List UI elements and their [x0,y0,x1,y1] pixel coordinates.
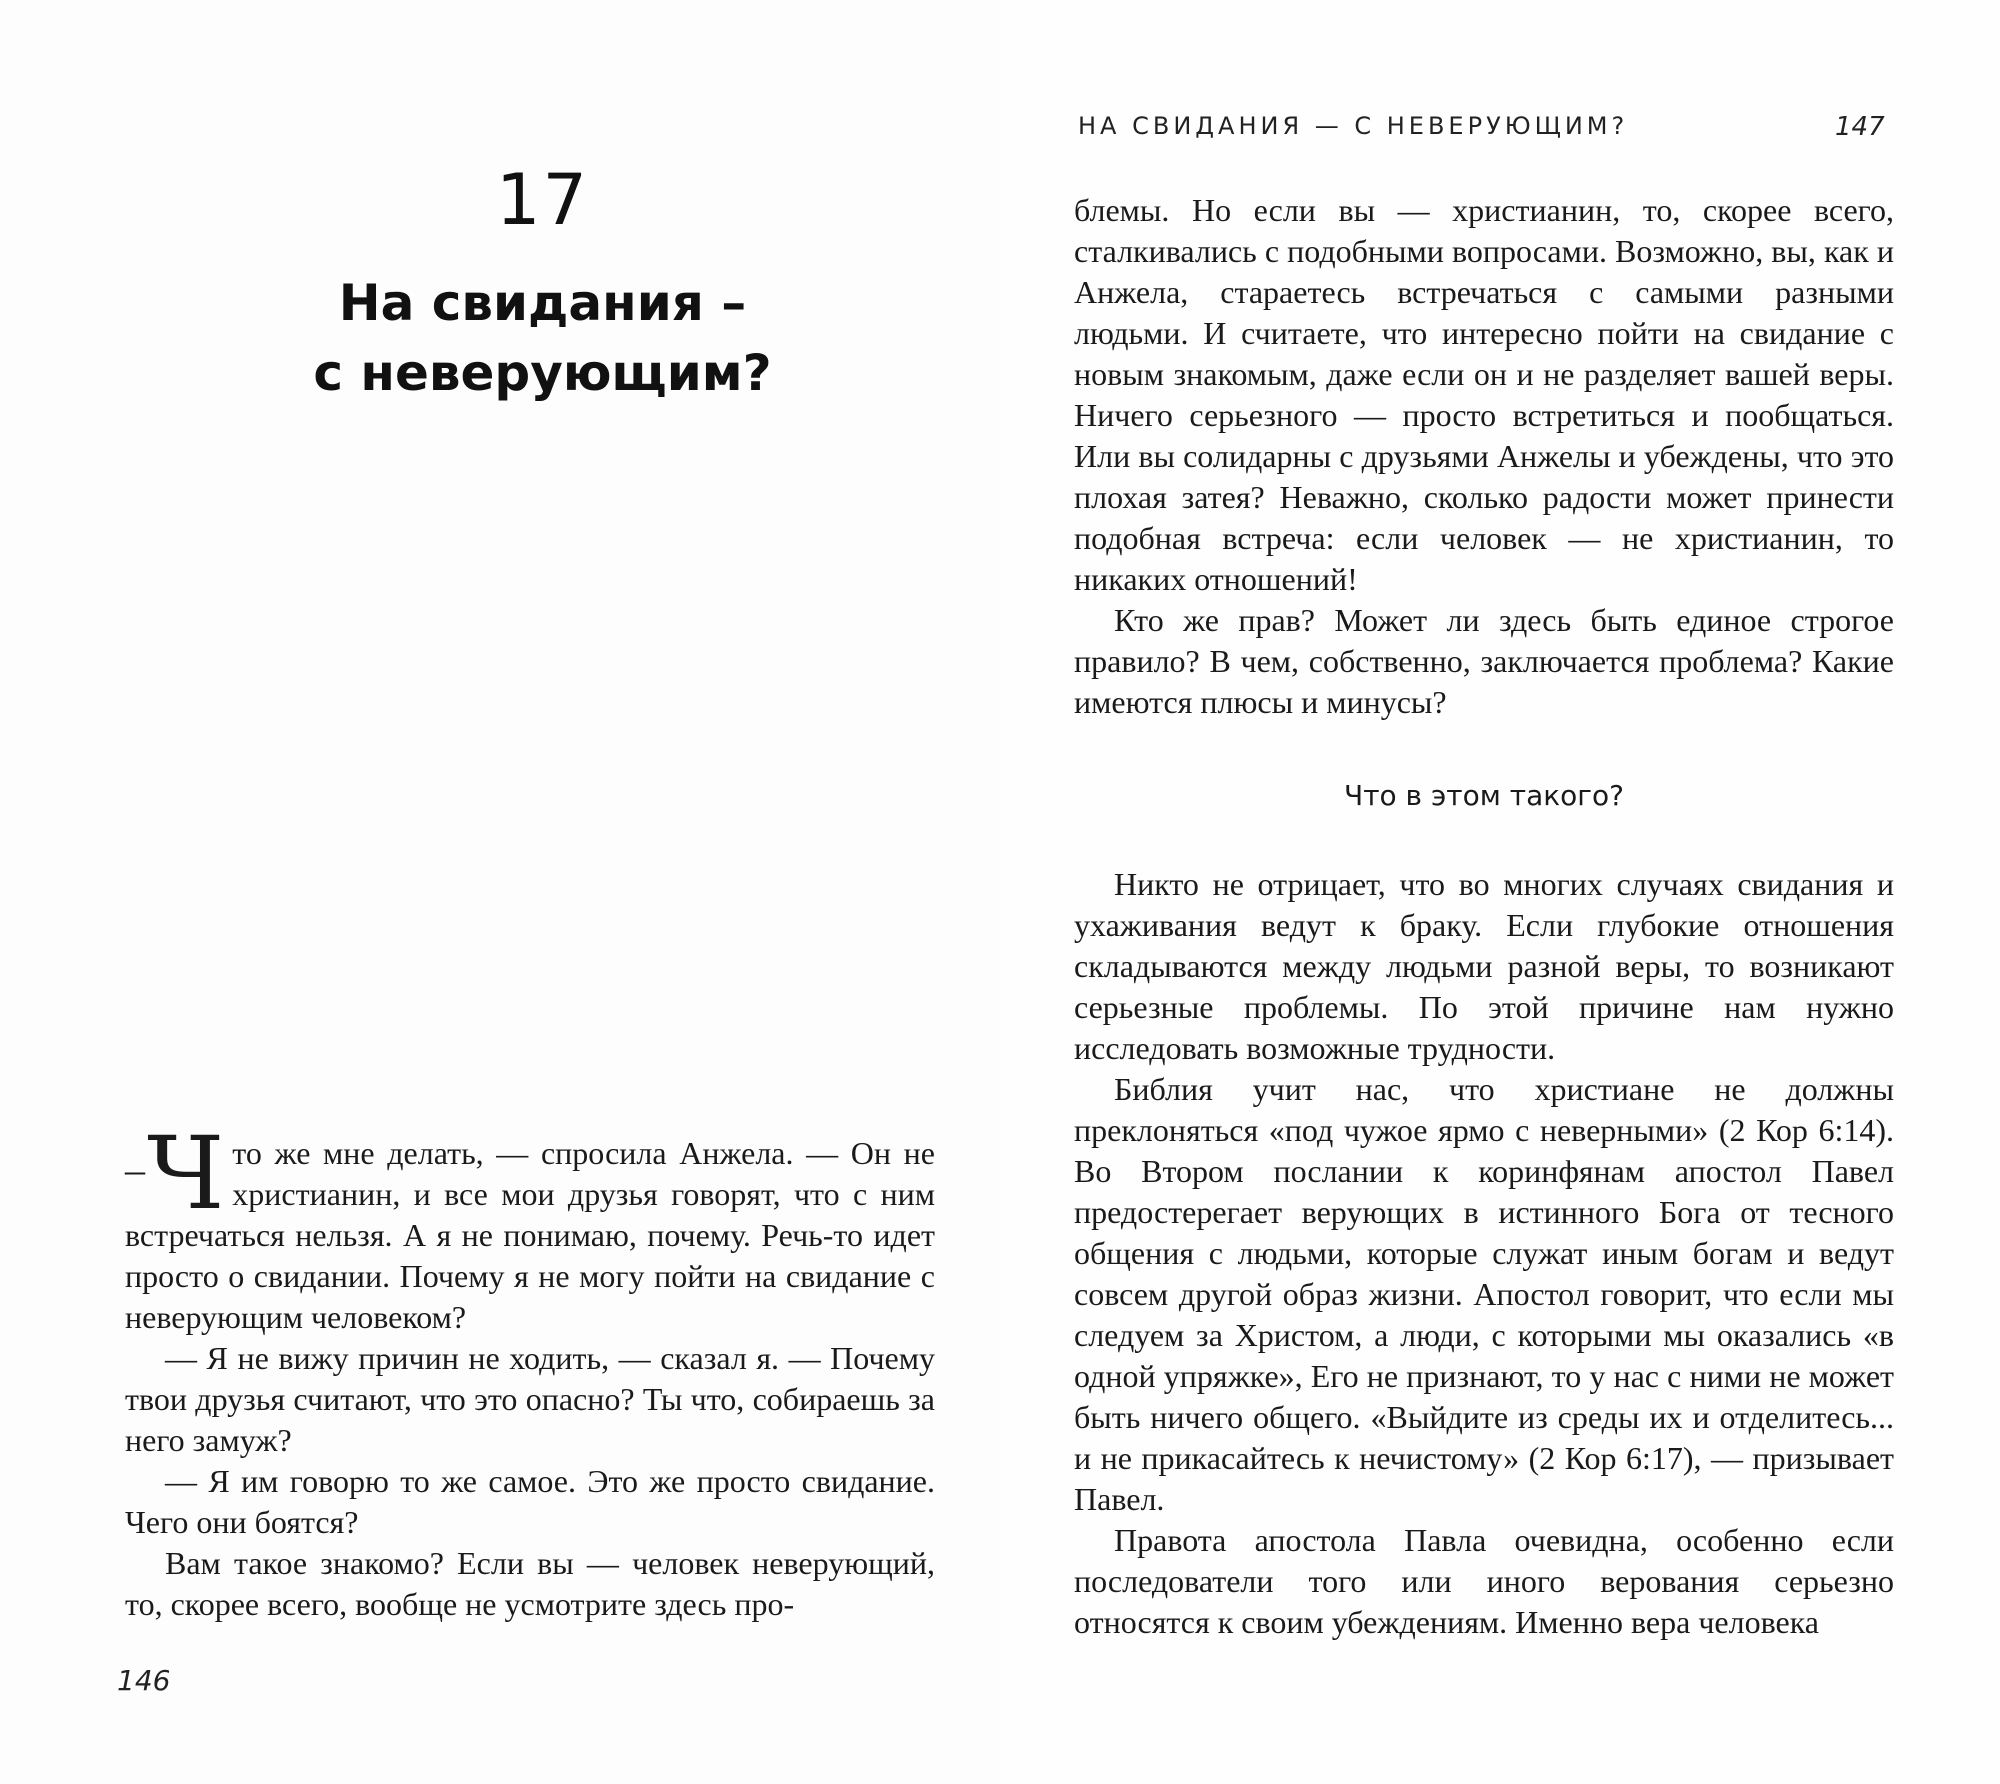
page-number-left: 146 [117,1664,171,1697]
paragraph: Вам такое знакомо? Если вы — человек неверующий, то, скорее всего, вообще не усмотрите здесь про- [125,1545,935,1622]
paragraph: Библия учит нас, что христиане не должны преклоняться «под чужое ярмо с неверными» (2 Кор 6:14). Во Втором послании к коринфянам апостол Павел предостерегает верующих в истинного Бога от тесного общения с людьми, которые служат иным богам и ведут совсем другой образ жизни. Апостол говорит, что если мы следуем за Христом, а люди, с которыми мы оказались «в одной упряжке», Его не признают, то у нас с ними не может быть ничего общего. «Выйдите из среды их и отделитесь... и не прикасайтесь к нечистому» (2 Кор 6:17), — призывает Павел. [1074,1071,1894,1517]
chapter-title-line-1: На свидания – [338,274,747,332]
dropcap-letter: Ч [147,1115,225,1232]
paragraph-text: то же мне делать, — спросила Анжела. — Он не христианин, и все мои друзья говорят, что с ним встречаться нельзя. А я не понимаю, почему. Речь-то идет просто о свидании. Почему я не могу пойти на свидание с неверующим человеком? [125,1135,935,1335]
paragraph: Кто же прав? Может ли здесь быть единое строгое правило? В чем, собственно, заключается проблема? Какие имеются плюсы и минусы? [1074,602,1894,720]
paragraph: — Я не вижу причин не ходить, — сказал я. — Почему твои друзья считают, что это опасно? Ты что, собираешь за него замуж? [125,1340,935,1458]
paragraph: блемы. Но если вы — христианин, то, скорее всего, сталкивались с подобными вопросами. Возможно, вы, как и Анжела, стараетесь встречаться с самыми разными людьми. И считаете, что интересно пойти на свидание с новым знакомым, даже если он и не разделяет вашей веры. Ничего серьезного — просто встретиться и пообщаться. Или вы солидарны с друзьями Анжелы и убеждены, что это плохая затея? Неважно, сколько радости может принести подобная встреча: если человек — не христианин, то никаких отношений! [1074,192,1894,597]
chapter-number: 17 [495,159,590,241]
dropcap [125,1115,232,1232]
section-heading: Что в этом такого? [1344,779,1624,812]
chapter-title [0,268,1085,408]
dropcap-dash: – [125,1147,145,1192]
paragraph: Правота апостола Павла очевидна, особенно если последователи того или иного верования серьезно относятся к своим убеждениям. Именно вера человека [1074,1522,1894,1640]
chapter-title-line-2: с неверующим? [313,344,772,402]
paragraph: — Я им говорю то же самое. Это же просто свидание. Чего они боятся? [125,1463,935,1540]
right-page [1000,0,2000,1784]
paragraph: Никто не отрицает, что во многих случаях свидания и ухаживания ведут к браку. Если глубокие отношения складываются между людьми разной веры, то возникают серьезные проблемы. По этой причине нам нужно исследовать возможные трудности. [1074,866,1894,1066]
right-body-text [1074,190,1894,1643]
running-head: НА СВИДАНИЯ — С НЕВЕРУЮЩИМ? [1078,112,1629,140]
paragraph [125,1115,935,1338]
left-body-text [125,1115,935,1625]
page-number-right: 147 [1835,112,1885,142]
